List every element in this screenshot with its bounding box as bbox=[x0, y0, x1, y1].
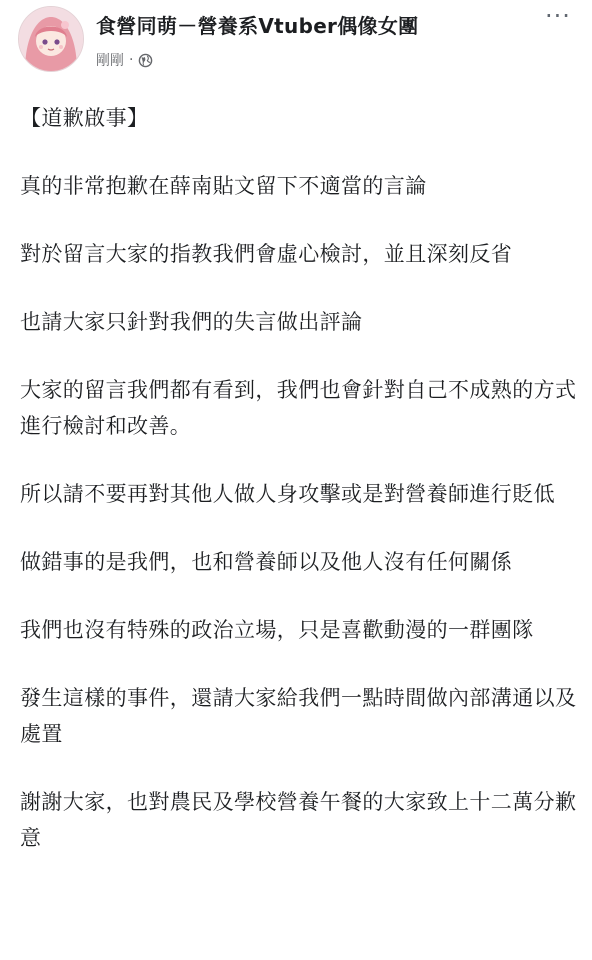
post-paragraph: 大家的留言我們都有看到，我們也會針對自己不成熟的方式進行檢討和改善。 bbox=[20, 378, 577, 438]
post-paragraph: 所以請不要再對其他人做人身攻擊或是對營養師進行貶低 bbox=[20, 482, 555, 506]
globe-icon[interactable] bbox=[138, 53, 153, 68]
post-paragraph: 對於留言大家的指教我們會虛心檢討，並且深刻反省 bbox=[20, 242, 513, 266]
post-paragraph: 謝謝大家，也對農民及學校營養午餐的大家致上十二萬分歉意 bbox=[20, 790, 577, 850]
avatar-image bbox=[19, 7, 83, 71]
post-body bbox=[20, 100, 580, 856]
post-paragraph: 【道歉啟事】 bbox=[20, 106, 149, 130]
post-paragraph: 做錯事的是我們，也和營養師以及他人沒有任何關係 bbox=[20, 550, 513, 574]
post-header bbox=[0, 0, 592, 80]
post-timestamp[interactable]: 剛剛 bbox=[96, 53, 124, 69]
post-paragraph: 我們也沒有特殊的政治立場，只是喜歡動漫的一群團隊 bbox=[20, 618, 534, 642]
more-options-icon[interactable]: ··· bbox=[545, 2, 571, 30]
meta-separator: · bbox=[129, 52, 134, 68]
page-name-link[interactable]: 食營同萌－營養系Vtuber偶像女團 bbox=[96, 14, 419, 38]
post-paragraph: 發生這樣的事件，還請大家給我們一點時間做內部溝通以及處置 bbox=[20, 686, 577, 746]
post-meta bbox=[96, 50, 153, 70]
avatar[interactable] bbox=[18, 6, 84, 72]
post-paragraph: 真的非常抱歉在薛南貼文留下不適當的言論 bbox=[20, 174, 427, 198]
post-paragraph: 也請大家只針對我們的失言做出評論 bbox=[20, 310, 363, 334]
